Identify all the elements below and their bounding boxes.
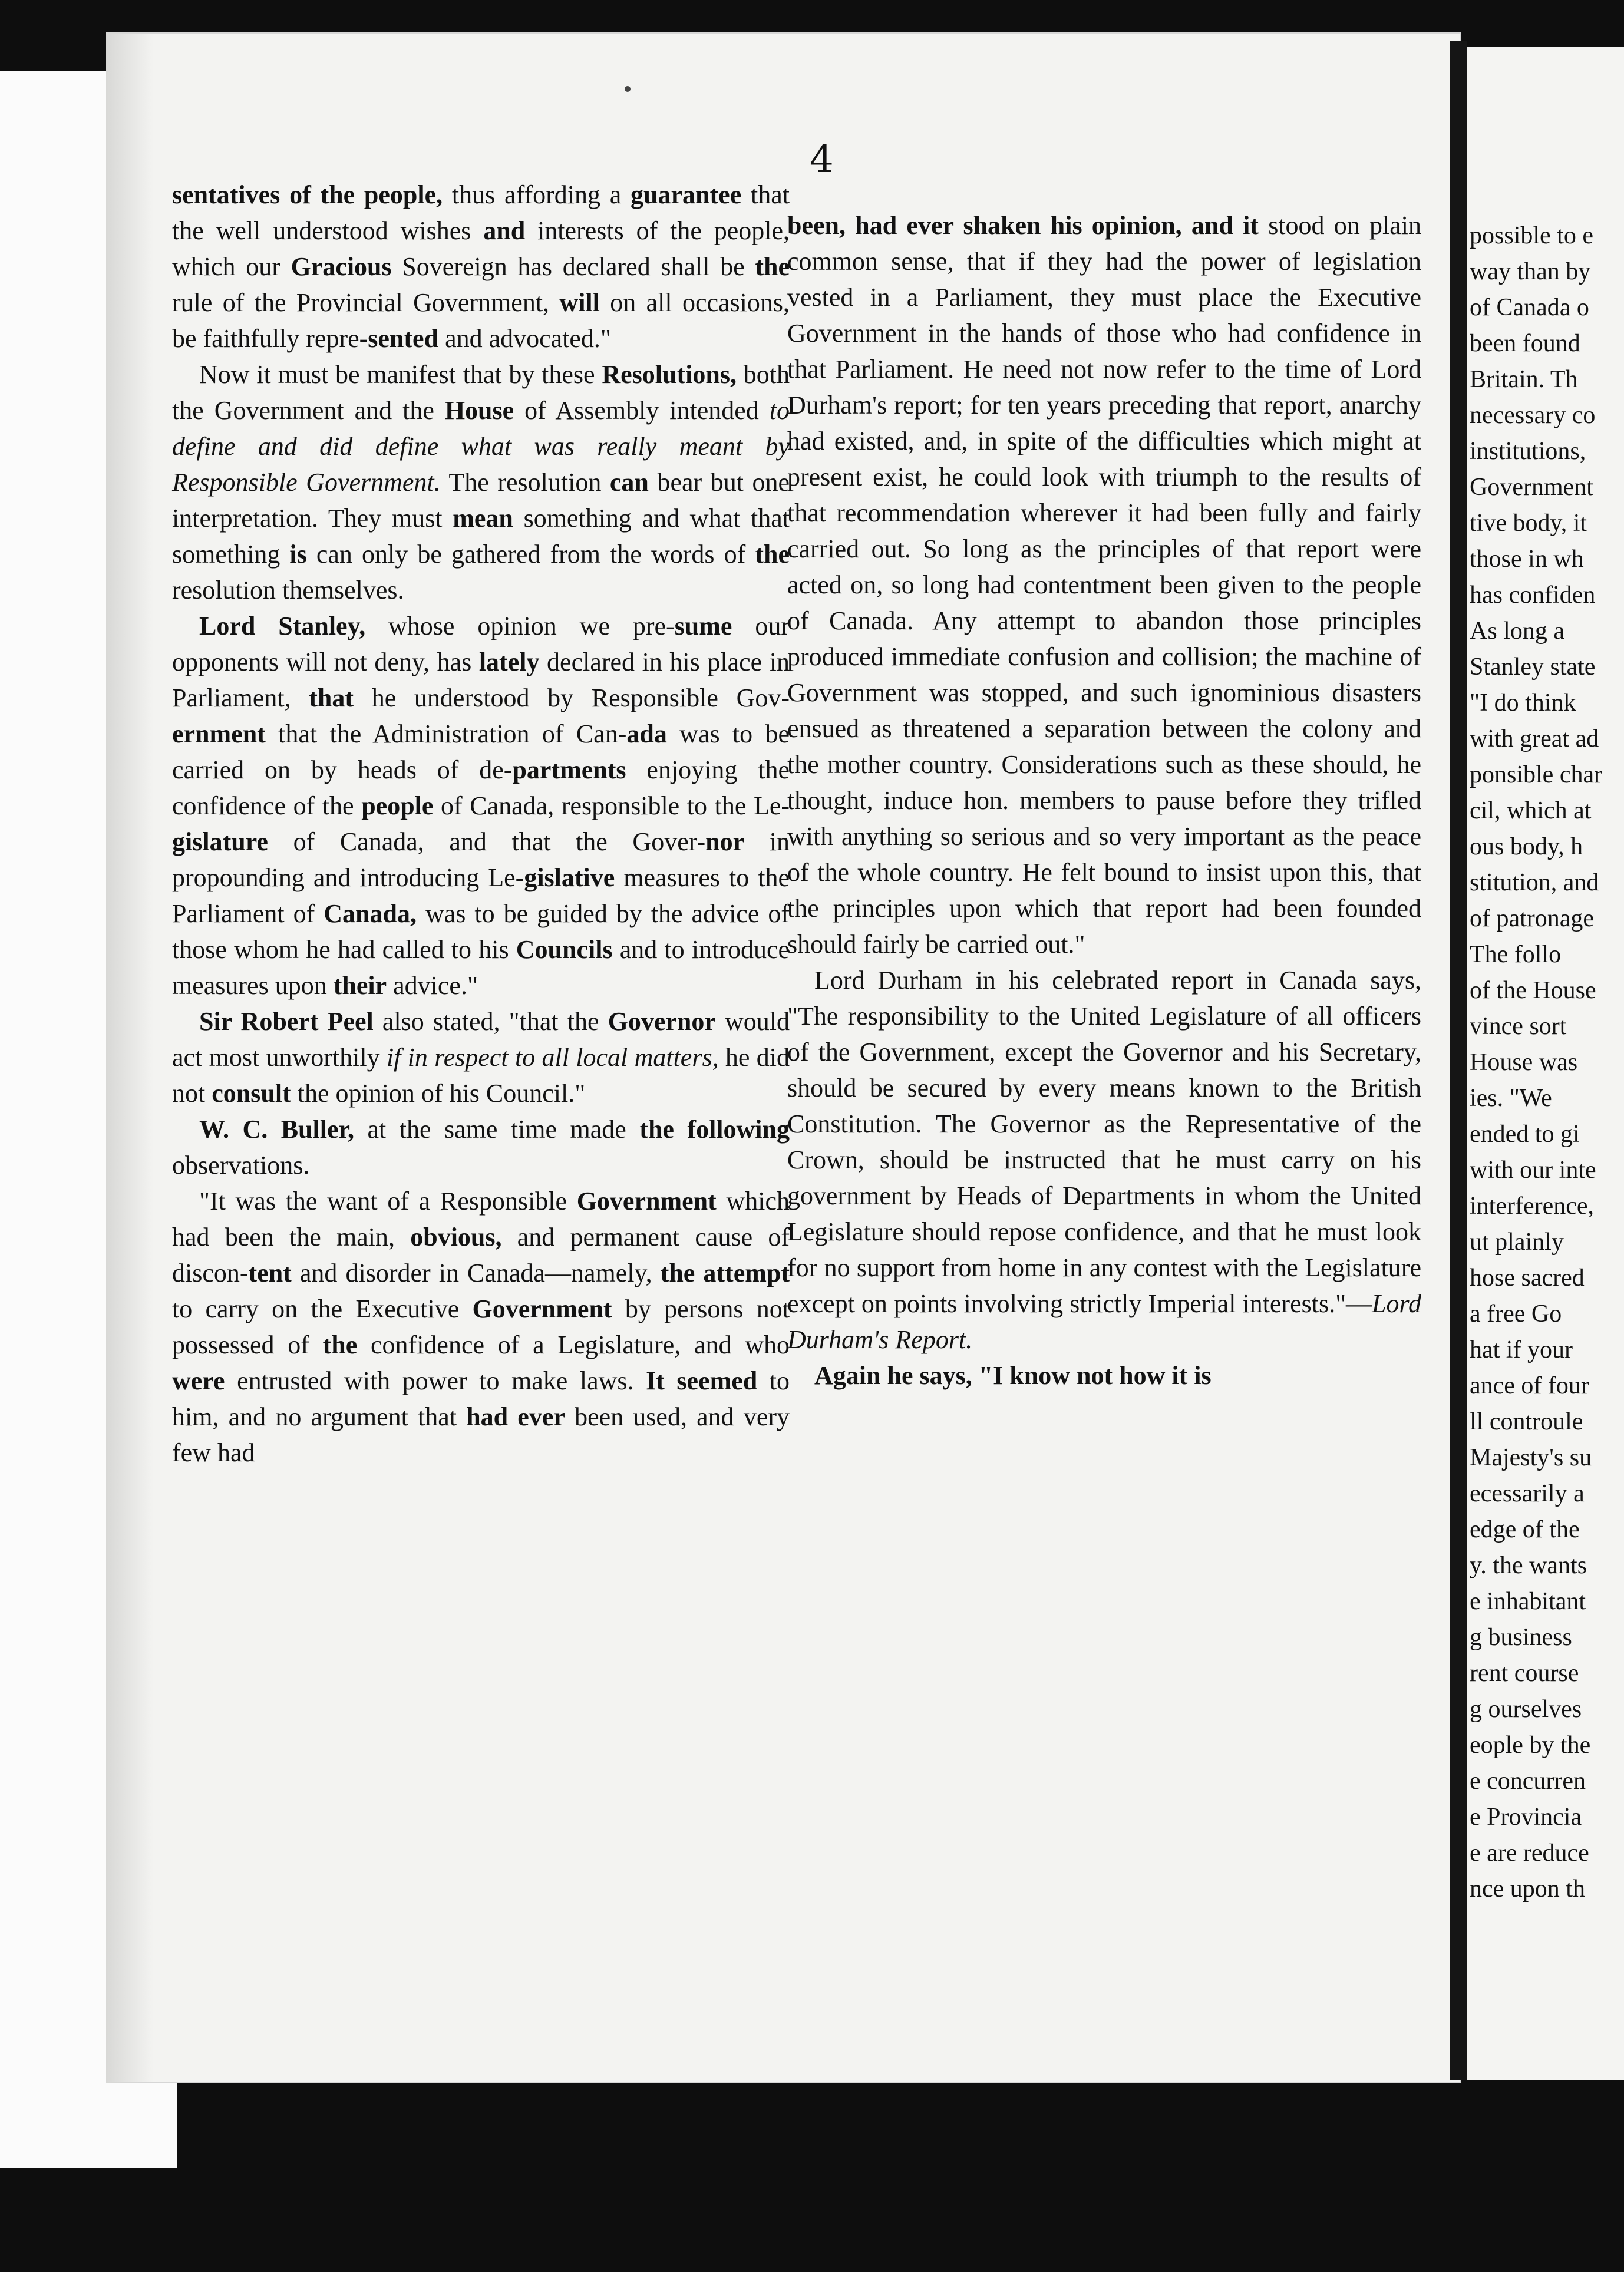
text-run: stood on plain common sense, that if they had the power of legislation vested in a Parliament, they must place the Executive Government in the hands of those who had confidence in that Parliament. He need not now refer to the time of Lord Durham's report; for ten years preceding that report, anarchy had existed, and, in spite of the difficulties which might at present exist, he could look with triumph to the results of that recommendation wherever it had been fully and fairly carried out. So long as the principles of that report were acted on, so long had contentment been given to the people of Canada. Any attempt to abandon those principles produced immediate confusion and collision; the machine of Government was stopped, and such ignominious disasters ensued as threatened a separation between the colony and the mother country. Considerations such as these should, he thought, induce hon. members to pause before they trifled with anything so serious and so very important as the peace of the whole country. He felt bound to insist upon this, that the principles upon which that report had been founded should fairly be carried out." [787, 211, 1422, 959]
paragraph [172, 177, 790, 356]
text-run: also stated, "that the [373, 1007, 608, 1036]
facing-page-line: House was [1470, 1049, 1578, 1076]
text-run: people [361, 791, 434, 820]
text-run: sume [674, 612, 732, 640]
text-run: House [444, 396, 514, 425]
text-run: of Assembly intended [514, 396, 770, 425]
text-run: is [289, 540, 307, 569]
paragraph [787, 962, 1421, 1358]
text-run: declared in his place in Parliament, [172, 648, 790, 712]
facing-page-line: "I do think [1470, 689, 1576, 716]
facing-page-line: eople by the [1470, 1732, 1591, 1759]
facing-page-line: ponsible char [1470, 761, 1603, 788]
text-run: to define and did define what was really meant by Responsible Government. [172, 396, 790, 497]
text-run: gislature [172, 827, 268, 856]
text-run: that the well understood wishes [172, 180, 790, 245]
facing-page-line: rent course [1470, 1660, 1579, 1687]
text-run: Councils [516, 935, 613, 964]
facing-page-line: tive body, it [1470, 510, 1587, 537]
facing-page-line: necessary co [1470, 402, 1596, 429]
text-run: he understood by Responsible Gov- [354, 683, 790, 712]
text-run: the [322, 1330, 358, 1359]
text-run: nor [705, 827, 745, 856]
text-run: to carry on the Executive [172, 1294, 473, 1323]
facing-page-line: As long a [1470, 617, 1564, 645]
text-run: Again he says, "I know not how it is [814, 1361, 1212, 1390]
text-run: whose opinion we pre- [365, 612, 675, 640]
text-run: their [333, 971, 387, 1000]
text-run: It seemed [646, 1366, 758, 1395]
text-run: Lord Stanley, [199, 612, 366, 640]
text-column-right [787, 207, 1421, 1393]
text-run: obvious, [410, 1223, 502, 1251]
binding-gutter [1450, 41, 1467, 2080]
text-run: interests of the people, which our [172, 216, 790, 281]
text-run: confidence of a Legislature, and who [357, 1330, 790, 1359]
text-run: mean [453, 504, 513, 533]
text-run: were [172, 1366, 225, 1395]
text-run: Now it must be manifest that by these [199, 360, 602, 389]
text-run: Governor [608, 1007, 716, 1036]
facing-page-line: hose sacred [1470, 1264, 1585, 1292]
text-run: lately [478, 648, 540, 676]
text-run: to him, and no argument that [172, 1366, 790, 1431]
text-column-facing-page-fragment [1470, 218, 1624, 1907]
facing-page-line: a free Go [1470, 1300, 1562, 1327]
text-run: the following [639, 1115, 790, 1144]
text-run: that [309, 683, 354, 712]
text-run: ernment [172, 719, 266, 748]
text-run: gislative [524, 863, 615, 892]
text-run: Gracious [291, 252, 392, 281]
text-run: W. C. Buller, [199, 1115, 354, 1144]
text-run: bear but one interpretation. They must [172, 468, 790, 533]
text-run: Resolutions, [602, 360, 737, 389]
text-run: been used, and very few had [172, 1402, 790, 1467]
text-run: was to be guided by the advice of those whom he had called to his [172, 899, 790, 964]
text-run: was to be carried on by heads of de- [172, 719, 790, 784]
text-run: measures to the Parliament of [172, 863, 790, 928]
facing-page-line: Britain. Th [1470, 366, 1578, 393]
text-run: thus affording a [443, 180, 631, 209]
text-run: would act most unworthily [172, 1007, 790, 1072]
text-run: Sir Robert Peel [199, 1007, 374, 1036]
text-run: resolution themselves. [172, 576, 404, 605]
facing-page-line: possible to e [1470, 222, 1593, 249]
text-run: if in respect to all local matters, [386, 1043, 719, 1072]
text-run: Lord Durham's Report. [787, 1289, 1421, 1354]
text-run: on all occasions, be faithfully repre- [172, 288, 790, 353]
text-run: and advocated." [438, 324, 611, 353]
text-run: partments [512, 755, 626, 784]
text-run: tent [248, 1259, 292, 1287]
facing-page-line: e are reduce [1470, 1840, 1589, 1867]
text-run: Sovereign has declared shall be [391, 252, 755, 281]
facing-page-line: ies. "We [1470, 1085, 1552, 1112]
text-run: advice." [387, 971, 478, 1000]
facing-page-line: of Canada o [1470, 294, 1589, 321]
text-run: consult [212, 1079, 291, 1108]
text-run: of Canada, responsible to the Le- [433, 791, 790, 820]
facing-page-line: g business [1470, 1624, 1572, 1651]
text-run: Canada, [324, 899, 417, 928]
page-number: 4 [810, 138, 834, 181]
facing-page-line: g ourselves [1470, 1696, 1582, 1723]
text-run: can only be gathered from the words of [306, 540, 755, 569]
text-run: by persons not possessed of [172, 1294, 790, 1359]
text-run: ada [626, 719, 667, 748]
text-run: the attempt [660, 1259, 790, 1287]
facing-page-line: e inhabitant [1470, 1588, 1586, 1615]
text-run: guarantee [631, 180, 742, 209]
text-run: entrusted with power to make laws. [225, 1366, 646, 1395]
text-run: and to introduce measures upon [172, 935, 790, 1000]
facing-page-line: with our inte [1470, 1157, 1596, 1184]
text-run: sented [368, 324, 439, 353]
text-run: observations. [172, 1151, 310, 1180]
facing-page-line: of the House [1470, 977, 1596, 1004]
facing-page-line: been found [1470, 330, 1580, 357]
facing-page-line: e concurren [1470, 1768, 1586, 1795]
text-run: which had been the main, [172, 1187, 790, 1251]
text-run: and permanent cause of discon- [172, 1223, 790, 1287]
text-run: "It was the want of a Responsible [199, 1187, 577, 1216]
text-run: in propounding and introducing Le- [172, 827, 790, 892]
facing-page-line: ance of four [1470, 1372, 1589, 1399]
facing-page-line: edge of the [1470, 1516, 1580, 1543]
facing-page-line: way than by [1470, 258, 1591, 285]
paragraph [172, 356, 790, 608]
text-run: rule of the Provincial Government, [172, 288, 560, 317]
paragraph [787, 207, 1421, 962]
facing-page-line: those in wh [1470, 546, 1584, 573]
facing-page-line: interference, [1470, 1193, 1595, 1220]
facing-page-line: cil, which at [1470, 797, 1592, 824]
text-run: something and what that something [172, 504, 790, 569]
text-run: of Canada, and that the Gover- [268, 827, 706, 856]
text-run: Lord Durham in his celebrated report in Canada says, "The responsibility to the United Legislature of all officers of the Government, except the Governor and his Secretary, should be secured by every means known to the British Constitution. The Governor as the Representative of the Crown, should be instructed that he must carry on his government by Heads of Departments in whom the United Legislature should repose confidence, and that he must look for no support from home in any contest with the Legislature except on points involving strictly Imperial interests."— [787, 966, 1421, 1318]
text-run: had ever [466, 1402, 565, 1431]
facing-page-line: ut plainly [1470, 1229, 1564, 1256]
text-run: at the same time made [354, 1115, 640, 1144]
text-run: will [559, 288, 600, 317]
text-run: Government [472, 1294, 612, 1323]
facing-page-line: stitution, and [1470, 869, 1599, 896]
text-run: he did not [172, 1043, 790, 1108]
facing-page-line: ended to gi [1470, 1121, 1580, 1148]
paragraph [172, 1003, 790, 1111]
text-run: the [755, 540, 790, 569]
facing-page-line: nce upon th [1470, 1875, 1585, 1903]
facing-page-line: Government [1470, 474, 1593, 501]
text-run: sentatives of the people, [172, 180, 443, 209]
text-run: that the Administration of Can- [265, 719, 627, 748]
text-run: our opponents will not deny, has [172, 612, 790, 676]
ink-speck [625, 86, 631, 92]
text-run: and disorder in Canada—namely, [291, 1259, 661, 1287]
paragraph [172, 1183, 790, 1471]
text-column-left [172, 177, 790, 1471]
facing-page-line: Majesty's su [1470, 1444, 1592, 1471]
text-run: can [609, 468, 649, 497]
text-run: Government [576, 1187, 717, 1216]
facing-page-line: hat if your [1470, 1336, 1573, 1363]
text-run: been, had ever shaken his opinion, and it [787, 211, 1259, 240]
text-run: The resolution [440, 468, 610, 497]
facing-page-line: has confiden [1470, 582, 1596, 609]
facing-page-line: Stanley state [1470, 653, 1596, 681]
facing-page-line: e Provincia [1470, 1804, 1582, 1831]
facing-page-line: ll controule [1470, 1408, 1583, 1435]
page-shadow [106, 32, 153, 2083]
facing-page-line: institutions, [1470, 438, 1586, 465]
text-run: enjoying the confidence of the [172, 755, 790, 820]
text-run: the opinion of his Council." [291, 1079, 586, 1108]
facing-page-line: of patronage [1470, 905, 1595, 932]
paragraph [787, 1358, 1421, 1393]
facing-page-line: y. the wants [1470, 1552, 1587, 1579]
facing-page-line: ecessarily a [1470, 1480, 1585, 1507]
paragraph [172, 608, 790, 1003]
text-run: both the Government and the [172, 360, 790, 425]
facing-page-line: ous body, h [1470, 833, 1583, 860]
facing-page-line: with great ad [1470, 725, 1599, 752]
text-run: and [483, 216, 526, 245]
facing-page-line: vince sort [1470, 1013, 1567, 1040]
paragraph [172, 1111, 790, 1183]
facing-page-line: The follo [1470, 941, 1562, 968]
text-run: the [755, 252, 790, 281]
